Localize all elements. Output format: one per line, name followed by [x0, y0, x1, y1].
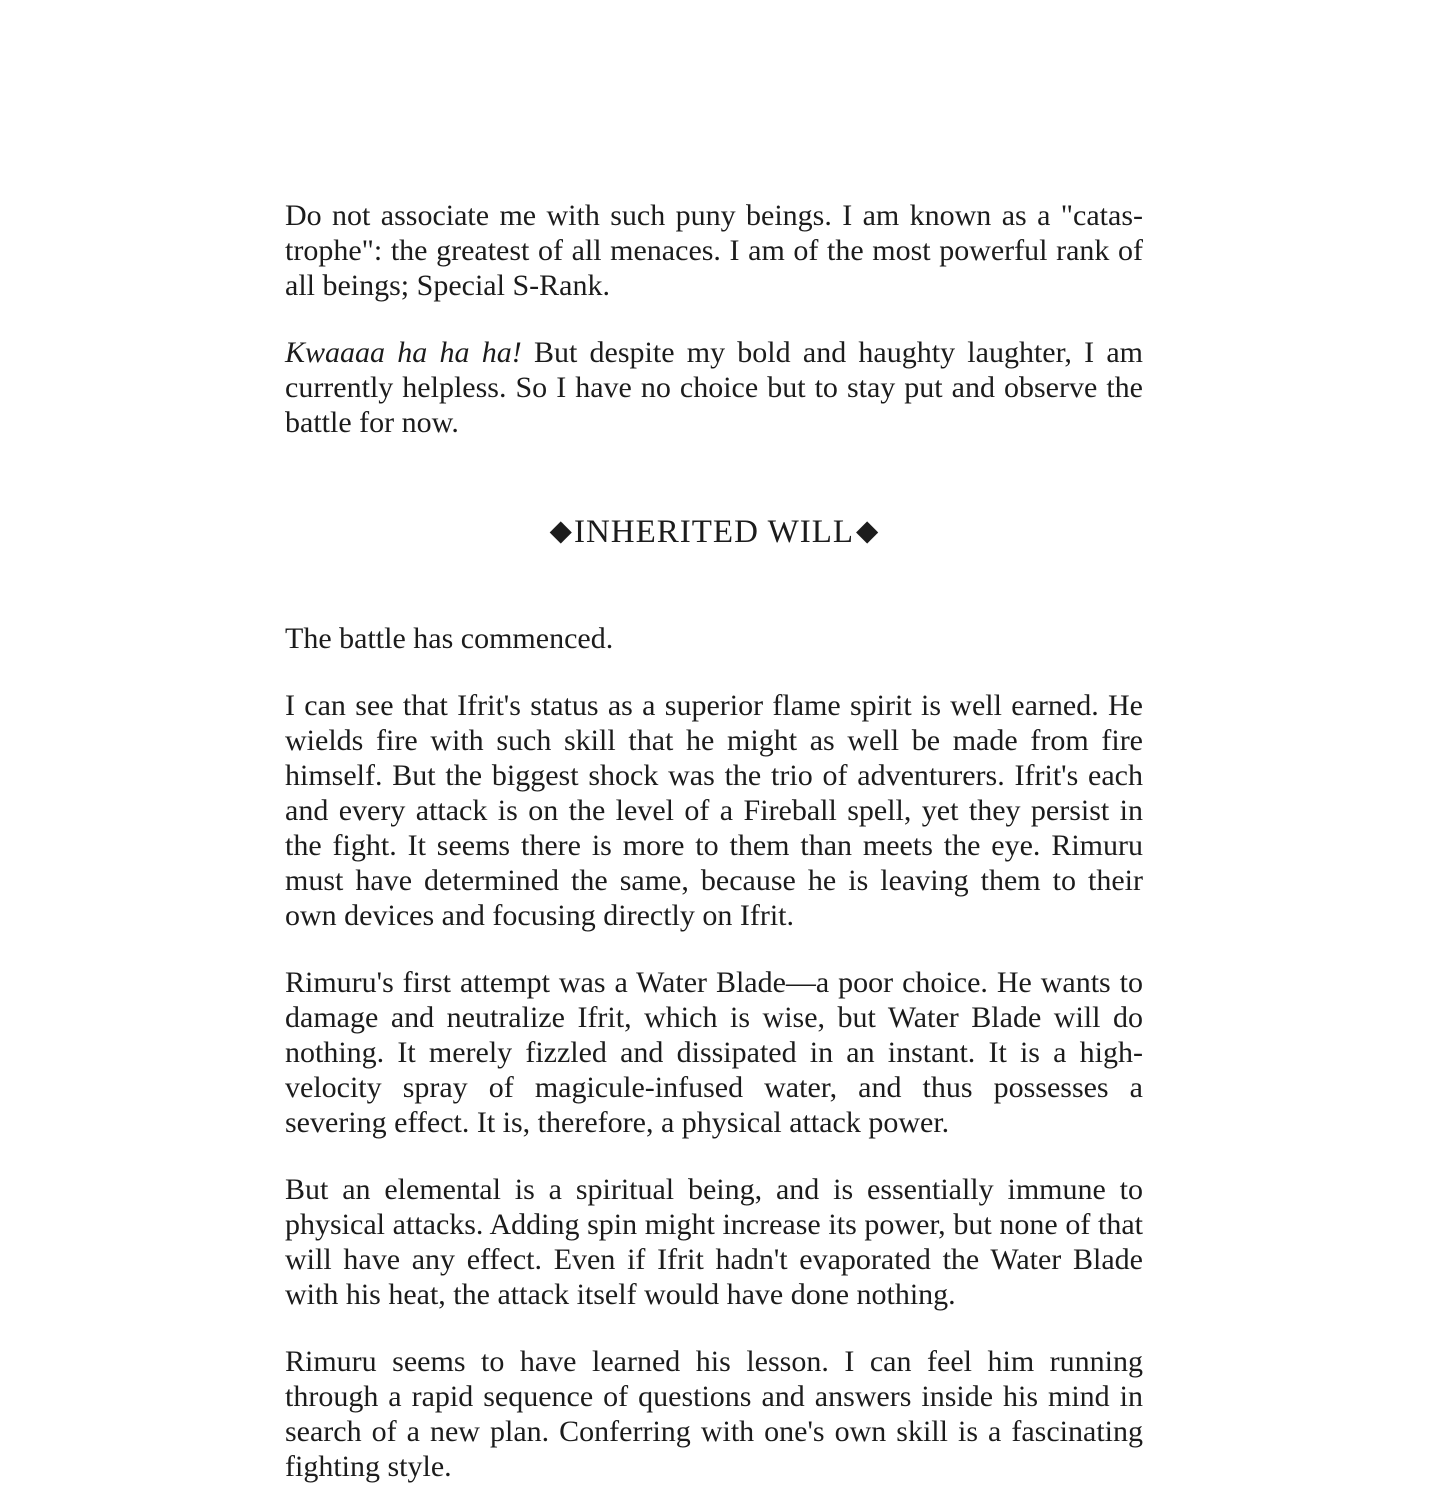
diamond-icon: ◆ [856, 515, 879, 547]
text-column [285, 0, 1143, 1484]
chapter-heading [285, 512, 1143, 553]
chapter-title: INHERITED WILL [573, 514, 855, 550]
body-paragraph: I can see that Ifrit's status as a superior flame spirit is well earned. He wields fire with such skill that he might as well be made from fire himself. But the biggest shock was the trio of adventurers. Ifrit's each and every attack is on the level of a Fireball spell, yet they persist in the fight. It seems there is more to them than meets the eye. Rimuru must have determined the same, because he is leaving them to their own devices and focusing directly on Ifrit. [285, 689, 1143, 932]
italic-lead-text: Kwaaaa ha ha ha! [285, 336, 522, 369]
body-paragraph [285, 335, 1143, 440]
body-paragraph: Do not associate me with such puny beings. I am known as a "catastrophe": the greatest of all menaces. I am of the most powerful rank of all beings; Special S-Rank. [285, 199, 1143, 302]
body-paragraph: But an elemental is a spiritual being, and is essentially immune to physical attacks. Adding spin might increase its power, but none of that will have any effect. Even if Ifrit hadn't evaporated the Water Blade with his heat, the attack itself would have done nothing. [285, 1173, 1143, 1311]
diamond-icon: ◆ [549, 515, 572, 547]
body-paragraph: Rimuru's first attempt was a Water Blade—a poor choice. He wants to damage and neutralize Ifrit, which is wise, but Water Blade will do nothing. It merely fizzled and dissipated in an instant. It is a high-velocity spray of magicule-infused water, and thus possesses a severing effect. It is, therefore, a physical attack power. [285, 966, 1143, 1139]
body-paragraph: Rimuru seems to have learned his lesson. I can feel him running through a rapid sequence of questions and answers inside his mind in search of a new plan. Conferring with one's own skill is a fascinating fighting style. [285, 1345, 1143, 1483]
body-paragraph: The battle has commenced. [285, 622, 614, 655]
paragraph-text: But despite my bold and haughty laughter, I am currently helpless. So I have no choice but to stay put and observe the battle for now. [285, 336, 1144, 439]
